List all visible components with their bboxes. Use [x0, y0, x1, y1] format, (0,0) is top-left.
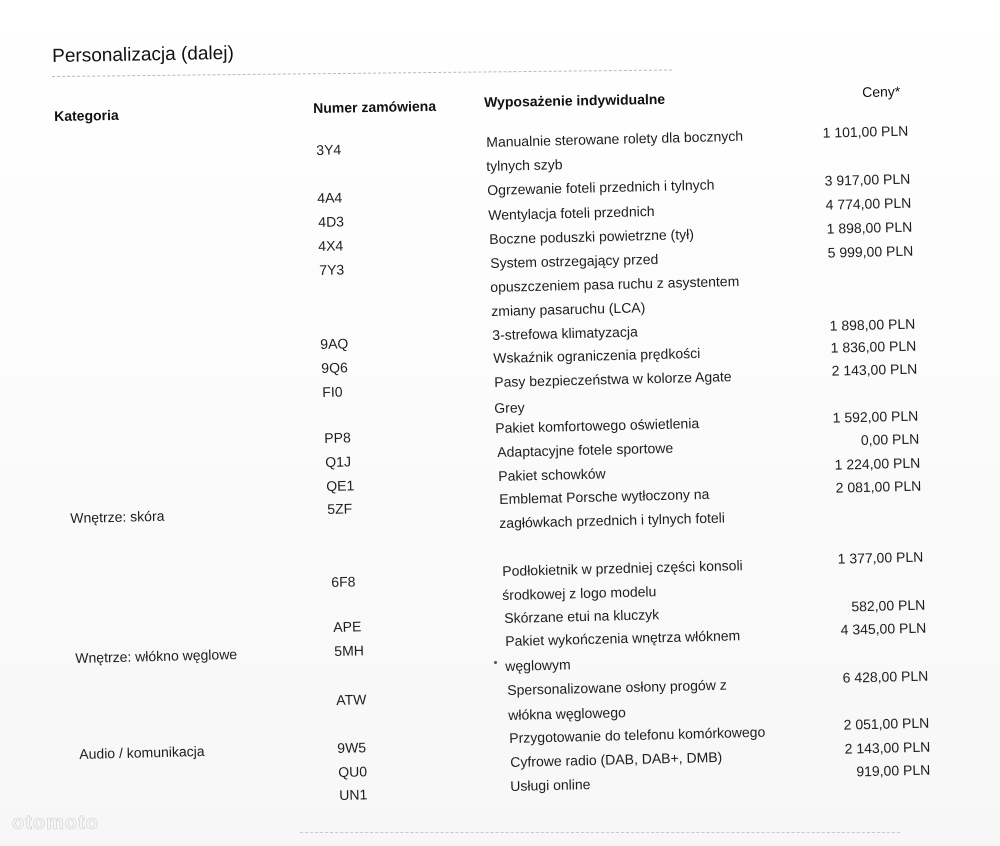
equipment-line: Boczne poduszki powietrzne (tył): [489, 225, 695, 247]
header-equipment: Wyposażenie indywidualne: [484, 90, 666, 110]
price-value: 1 377,00 PLN: [837, 548, 924, 567]
order-code: ATW: [336, 691, 367, 708]
equipment-line: System ostrzegający przed: [490, 250, 659, 271]
order-code: QU0: [338, 763, 368, 780]
equipment-line: Usługi online: [510, 776, 591, 794]
order-code: QE1: [326, 477, 355, 494]
equipment-line: środkowej z logo modelu: [502, 583, 657, 603]
print-speck: [494, 661, 497, 664]
price-value: 919,00 PLN: [856, 761, 931, 780]
equipment-line: Pasy bezpieczeństwa w kolorze Agate: [494, 368, 732, 390]
order-code: Q1J: [325, 453, 352, 470]
page-title: Personalizacja (dalej): [52, 42, 234, 67]
equipment-line: Ogrzewanie foteli przednich i tylnych: [487, 176, 715, 198]
price-value: 6 428,00 PLN: [842, 667, 929, 686]
equipment-line: Manualnie sterowane rolety dla bocznych: [486, 127, 744, 150]
equipment-line: zagłówkach przednich i tylnych foteli: [499, 509, 726, 531]
equipment-line: Grey: [494, 399, 525, 416]
order-code: 9Q6: [321, 359, 348, 376]
header-prices: Ceny*: [862, 83, 901, 100]
price-value: 3 917,00 PLN: [824, 170, 911, 189]
bottom-divider: [300, 832, 900, 833]
equipment-line: Podłokietnik w przedniej części konsoli: [502, 557, 743, 579]
equipment-line: Pakiet komfortowego oświetlenia: [495, 415, 700, 436]
price-value: 2 081,00 PLN: [835, 477, 922, 496]
equipment-line: Cyfrowe radio (DAB, DAB+, DMB): [510, 748, 723, 770]
price-value: 4 345,00 PLN: [840, 619, 927, 638]
title-divider: [52, 70, 672, 77]
order-code: 6F8: [331, 573, 356, 590]
price-value: 2 143,00 PLN: [844, 738, 931, 757]
price-value: 1 836,00 PLN: [830, 337, 917, 356]
equipment-line: Emblemat Porsche wytłoczony na: [499, 485, 710, 507]
price-value: 1 101,00 PLN: [822, 122, 909, 141]
price-value: 1 898,00 PLN: [829, 315, 916, 334]
equipment-line: Pakiet wykończenia wnętrza włóknem: [505, 627, 741, 649]
price-value: 1 898,00 PLN: [826, 218, 913, 237]
order-code: 4A4: [317, 189, 343, 206]
order-code: APE: [333, 618, 362, 635]
equipment-line: opuszczeniem pasa ruchu z asystentem: [490, 272, 740, 295]
order-code: 9W5: [337, 739, 367, 756]
order-code: 7Y3: [319, 261, 345, 278]
equipment-line: Skórzane etui na kluczyk: [504, 606, 660, 626]
watermark-logo: otomoto: [12, 812, 99, 834]
equipment-line: Wskaźnik ograniczenia prędkości: [493, 344, 701, 366]
price-value: 5 999,00 PLN: [827, 242, 914, 261]
order-code: 3Y4: [316, 141, 342, 158]
equipment-line: włókna węglowego: [508, 704, 626, 723]
equipment-line: Adaptacyjne fotele sportowe: [497, 439, 674, 460]
equipment-line: tylnych szyb: [486, 156, 563, 174]
price-value: 582,00 PLN: [851, 596, 926, 615]
equipment-line: zmiany pasaruchu (LCA): [491, 299, 646, 319]
equipment-line: Pakiet schowków: [498, 465, 606, 484]
price-value: 4 774,00 PLN: [825, 194, 912, 213]
order-code: 5ZF: [327, 500, 353, 517]
order-code: FI0: [322, 383, 343, 400]
equipment-line: Przygotowanie do telefonu komórkowego: [509, 723, 766, 746]
order-code: PP8: [324, 429, 351, 446]
header-order-number: Numer zamówiena: [313, 97, 437, 116]
category-carbon: Wnętrze: włókno węglowe: [75, 646, 238, 666]
category-leather: Wnętrze: skóra: [70, 507, 165, 526]
price-value: 2 143,00 PLN: [831, 360, 918, 379]
equipment-line: węglowym: [505, 656, 571, 674]
order-code: 4D3: [318, 213, 345, 230]
header-category: Kategoria: [54, 106, 119, 124]
order-code: UN1: [339, 786, 368, 803]
order-code: 5MH: [334, 642, 365, 659]
price-value: 0,00 PLN: [860, 430, 920, 448]
equipment-line: 3-strefowa klimatyzacja: [492, 323, 638, 343]
price-value: 1 224,00 PLN: [834, 454, 921, 473]
order-code: 4X4: [318, 237, 344, 254]
price-value: 2 051,00 PLN: [843, 714, 930, 733]
order-code: 9AQ: [320, 335, 349, 352]
price-value: 1 592,00 PLN: [832, 407, 919, 426]
category-audio: Audio / komunikacja: [79, 742, 205, 762]
equipment-line: Wentylacja foteli przednich: [488, 202, 655, 223]
equipment-line: Spersonalizowane osłony progów z: [507, 676, 727, 698]
